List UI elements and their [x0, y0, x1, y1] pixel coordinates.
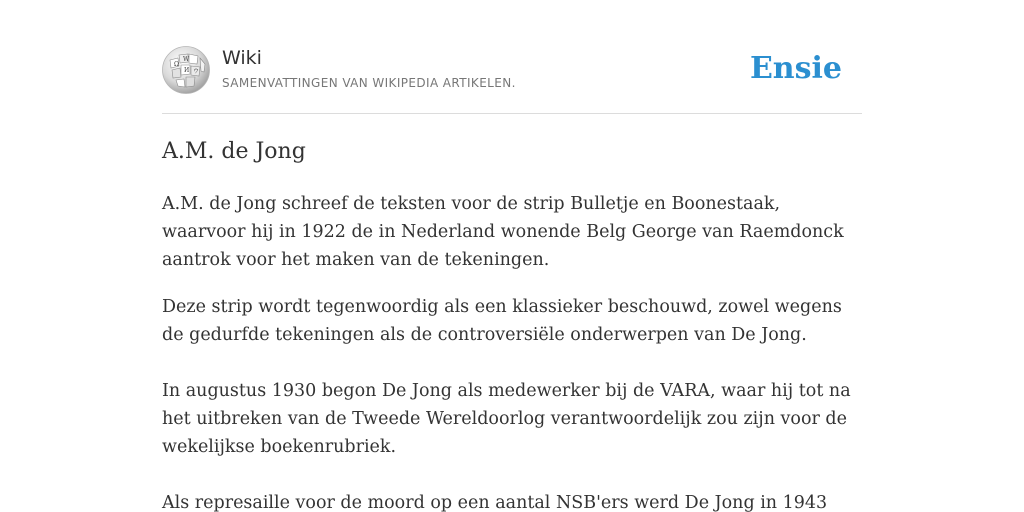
- svg-text:ウ: ウ: [193, 68, 200, 75]
- site-header: [162, 0, 862, 114]
- content-container: [162, 0, 862, 512]
- article-paragraph: In augustus 1930 begon De Jong als medewerker bij de VARA, waar hij tot na het uitbreken van de Tweede Wereldoorlog verantwoordelijk zou zijn voor de wekelijkse boekenrubriek.: [162, 381, 851, 457]
- article-paragraph: A.M. de Jong schreef de teksten voor de strip Bulletje en Boonestaak, waarvoor hij in 1922 de in Nederland wonende Belg George van Raemdonck aantrok voor het maken van de tekeningen.: [162, 194, 844, 270]
- svg-text:И: И: [184, 67, 190, 74]
- article-title: A.M. de Jong: [162, 139, 306, 164]
- svg-text:W: W: [183, 56, 190, 63]
- wikipedia-globe-icon[interactable]: [162, 46, 210, 94]
- svg-text:Ω: Ω: [174, 61, 179, 68]
- article-body: [162, 190, 862, 512]
- site-subtitle: SAMENVATTINGEN VAN WIKIPEDIA ARTIKELEN.: [222, 76, 516, 90]
- site-title[interactable]: Wiki: [222, 47, 262, 69]
- ensie-brand-logo[interactable]: Ensie: [749, 51, 842, 86]
- article-paragraph: Deze strip wordt tegenwoordig als een klassieker beschouwd, zowel wegens de gedurfde tekeningen als de controversiële onderwerpen van De Jong.: [162, 297, 842, 345]
- article-paragraph: Als represaille voor de moord op een aantal NSB'ers werd De Jong in 1943: [162, 493, 828, 512]
